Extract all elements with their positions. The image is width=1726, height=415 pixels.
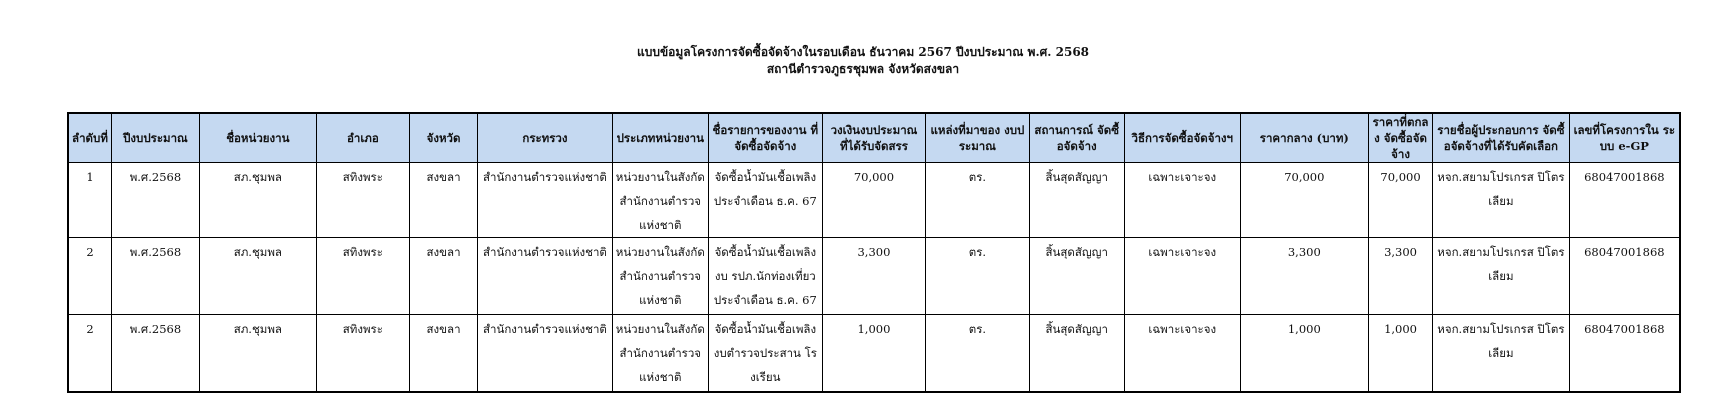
header-cell: กระทรวง — [478, 113, 613, 163]
cell-agency: สภ.ชุมพล — [199, 163, 316, 238]
cell-no: 1 — [68, 163, 111, 238]
cell-agreed-price: 1,000 — [1368, 315, 1432, 393]
cell-fiscal-year: พ.ศ.2568 — [111, 163, 199, 238]
header-cell: อำเภอ — [316, 113, 409, 163]
header-cell: ประเภทหน่วยงาน — [612, 113, 708, 163]
document-title — [0, 44, 1726, 78]
header-cell: ชื่อหน่วยงาน — [199, 113, 316, 163]
cell-egp-no: 68047001868 — [1569, 163, 1680, 238]
header-cell: ราคาที่ตกลง จัดซื้อจัดจ้าง — [1368, 113, 1432, 163]
cell-item: จัดซื้อน้ำมันเชื้อเพลิง งบ รปภ.นักท่องเที่ยว ประจำเดือน ธ.ค. 67 — [708, 238, 822, 315]
cell-province: สงขลา — [409, 315, 477, 393]
cell-agreed-price: 3,300 — [1368, 238, 1432, 315]
header-cell: เลขที่โครงการใน ระบบ e-GP — [1569, 113, 1680, 163]
header-cell: แหล่งที่มาของ งบประมาณ — [926, 113, 1029, 163]
cell-agency-type: หน่วยงานในสังกัด สำนักงานตำรวจ แห่งชาติ — [612, 315, 708, 393]
cell-fiscal-year: พ.ศ.2568 — [111, 315, 199, 393]
cell-province: สงขลา — [409, 163, 477, 238]
cell-item: จัดซื้อน้ำมันเชื้อเพลิง งบตำรวจประสาน โรงเรียน — [708, 315, 822, 393]
cell-vendor: หจก.สยามโปรเกรส ปิโตรเลียม — [1433, 238, 1570, 315]
header-cell: วิธีการจัดซื้อจัดจ้างฯ — [1124, 113, 1240, 163]
cell-ministry: สำนักงานตำรวจแห่งชาติ — [478, 163, 613, 238]
header-cell: รายชื่อผู้ประกอบการ จัดซื้อจัดจ้างที่ได้รับคัดเลือก — [1433, 113, 1570, 163]
cell-fiscal-year: พ.ศ.2568 — [111, 238, 199, 315]
cell-median-price: 1,000 — [1240, 315, 1368, 393]
cell-province: สงขลา — [409, 238, 477, 315]
cell-budget: 70,000 — [822, 163, 925, 238]
cell-status: สิ้นสุดสัญญา — [1029, 163, 1124, 238]
table-row — [68, 315, 1680, 393]
table-row — [68, 238, 1680, 315]
cell-vendor: หจก.สยามโปรเกรส ปิโตรเลียม — [1433, 315, 1570, 393]
cell-agency: สภ.ชุมพล — [199, 315, 316, 393]
cell-budget: 1,000 — [822, 315, 925, 393]
cell-district: สทิงพระ — [316, 163, 409, 238]
cell-district: สทิงพระ — [316, 238, 409, 315]
cell-median-price: 3,300 — [1240, 238, 1368, 315]
cell-no: 2 — [68, 315, 111, 393]
title-line-2: สถานีตำรวจภูธรชุมพล จังหวัดสงขลา — [766, 62, 960, 76]
cell-agency: สภ.ชุมพล — [199, 238, 316, 315]
cell-vendor: หจก.สยามโปรเกรส ปิโตรเลียม — [1433, 163, 1570, 238]
cell-district: สทิงพระ — [316, 315, 409, 393]
header-cell: วงเงินงบประมาณ ที่ได้รับจัดสรร — [822, 113, 925, 163]
cell-agreed-price: 70,000 — [1368, 163, 1432, 238]
header-cell: ลำดับที่ — [68, 113, 111, 163]
cell-egp-no: 68047001868 — [1569, 315, 1680, 393]
title-line-1: แบบข้อมูลโครงการจัดซื้อจัดจ้างในรอบเดือน ธันวาคม 2567 ปีงบประมาณ พ.ศ. 2568 — [636, 45, 1090, 59]
cell-method: เฉพาะเจาะจง — [1124, 315, 1240, 393]
table-header-row — [68, 113, 1680, 163]
cell-method: เฉพาะเจาะจง — [1124, 238, 1240, 315]
cell-agency-type: หน่วยงานในสังกัด สำนักงานตำรวจ แห่งชาติ — [612, 163, 708, 238]
cell-source: ตร. — [926, 163, 1029, 238]
cell-source: ตร. — [926, 315, 1029, 393]
cell-status: สิ้นสุดสัญญา — [1029, 238, 1124, 315]
procurement-table — [67, 112, 1681, 393]
header-cell: ปีงบประมาณ — [111, 113, 199, 163]
cell-egp-no: 68047001868 — [1569, 238, 1680, 315]
cell-ministry: สำนักงานตำรวจแห่งชาติ — [478, 315, 613, 393]
cell-ministry: สำนักงานตำรวจแห่งชาติ — [478, 238, 613, 315]
cell-status: สิ้นสุดสัญญา — [1029, 315, 1124, 393]
cell-agency-type: หน่วยงานในสังกัด สำนักงานตำรวจ แห่งชาติ — [612, 238, 708, 315]
cell-budget: 3,300 — [822, 238, 925, 315]
header-cell: จังหวัด — [409, 113, 477, 163]
cell-item: จัดซื้อน้ำมันเชื้อเพลิง ประจำเดือน ธ.ค. 67 — [708, 163, 822, 238]
header-cell: ชื่อรายการของงาน ที่จัดซื้อจัดจ้าง — [708, 113, 822, 163]
cell-method: เฉพาะเจาะจง — [1124, 163, 1240, 238]
cell-source: ตร. — [926, 238, 1029, 315]
header-cell: ราคากลาง (บาท) — [1240, 113, 1368, 163]
table-row — [68, 163, 1680, 238]
cell-no: 2 — [68, 238, 111, 315]
header-cell: สถานการณ์ จัดซื้อจัดจ้าง — [1029, 113, 1124, 163]
cell-median-price: 70,000 — [1240, 163, 1368, 238]
